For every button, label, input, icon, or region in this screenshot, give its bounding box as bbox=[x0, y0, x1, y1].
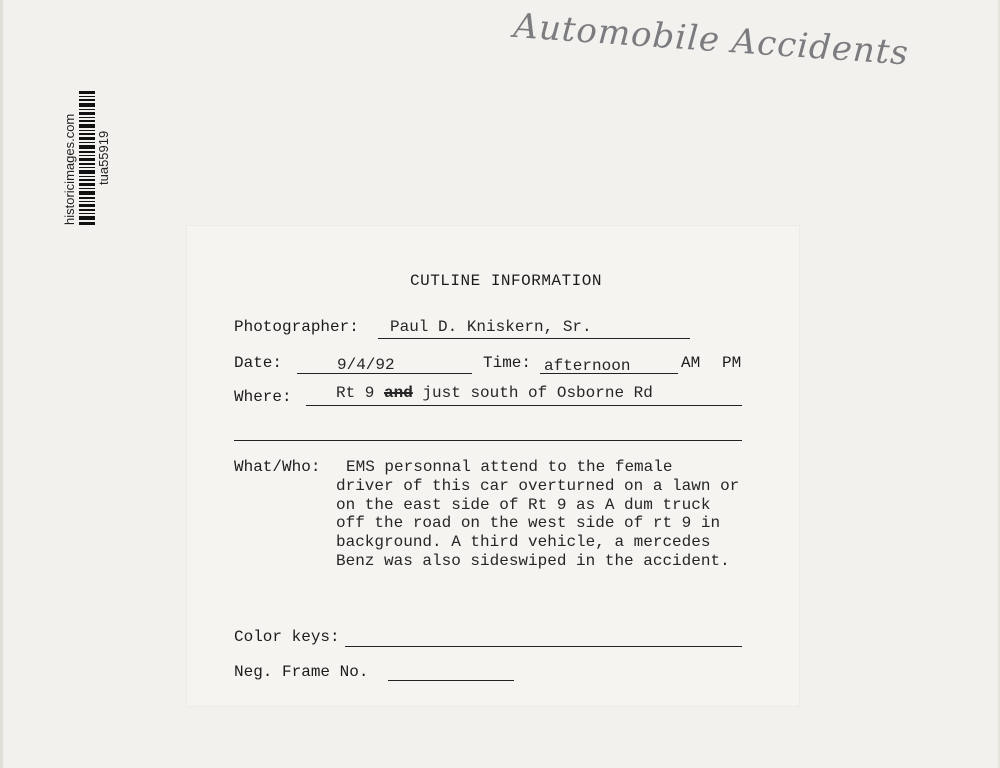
photographer-value: Paul D. Kniskern, Sr. bbox=[390, 318, 592, 336]
time-value: afternoon bbox=[544, 357, 631, 375]
handwritten-category-note: Automobile Accidents bbox=[512, 6, 911, 74]
barcode-graphic bbox=[79, 91, 95, 225]
where-value-prefix: Rt 9 bbox=[336, 384, 385, 402]
what-who-line: off the road on the west side of rt 9 in bbox=[336, 514, 721, 532]
what-who-line: background. A third vehicle, a mercedes bbox=[336, 533, 711, 551]
archive-site-label: historicimages.com bbox=[62, 113, 77, 225]
form-title: CUTLINE INFORMATION bbox=[410, 272, 602, 290]
date-label: Date: bbox=[234, 354, 283, 372]
what-who-line: EMS personnal attend to the female bbox=[346, 458, 673, 476]
what-who-line: Benz was also sideswiped in the accident. bbox=[336, 552, 730, 570]
date-underline bbox=[297, 373, 472, 374]
what-who-line: on the east side of Rt 9 as A dum truck bbox=[336, 496, 711, 514]
where-value-suffix: just south of Osborne Rd bbox=[412, 384, 653, 402]
color-keys-underline bbox=[345, 646, 742, 647]
neg-frame-label: Neg. Frame No. bbox=[234, 663, 369, 681]
what-who-line: driver of this car overturned on a lawn or bbox=[336, 477, 740, 495]
where-value bbox=[336, 384, 653, 402]
time-pm-option: PM bbox=[722, 354, 742, 372]
archive-item-id: tua55919 bbox=[96, 130, 111, 185]
date-value: 9/4/92 bbox=[337, 356, 395, 374]
time-am-option: AM bbox=[681, 354, 701, 372]
time-label: Time: bbox=[483, 354, 532, 372]
where-value-struck-word: and bbox=[384, 384, 413, 402]
photographer-underline bbox=[378, 338, 690, 339]
neg-frame-underline bbox=[388, 680, 514, 681]
time-underline bbox=[540, 373, 678, 374]
color-keys-label: Color keys: bbox=[234, 628, 340, 646]
where-underline bbox=[306, 405, 742, 406]
where-label: Where: bbox=[234, 388, 292, 406]
what-who-label: What/Who: bbox=[234, 458, 321, 476]
photographer-label: Photographer: bbox=[234, 318, 359, 336]
where-second-underline bbox=[234, 440, 742, 441]
